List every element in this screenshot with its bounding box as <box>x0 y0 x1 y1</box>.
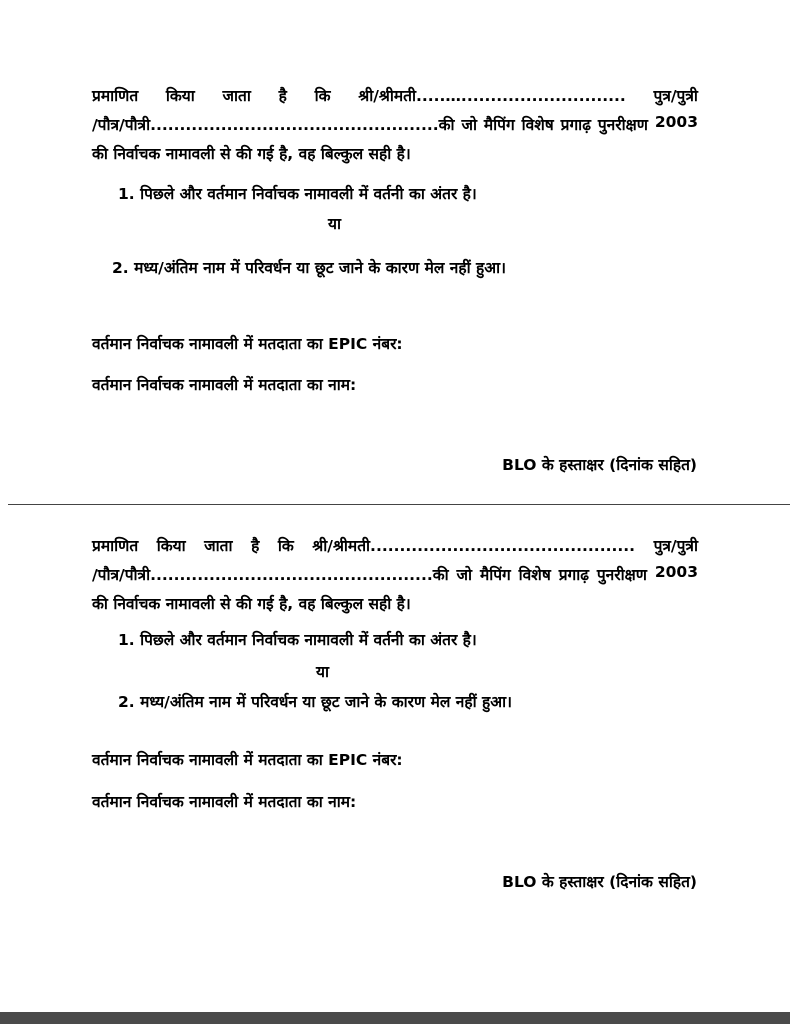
word: प्रगाढ़ <box>558 566 589 584</box>
certificate-line-2 <box>92 113 698 135</box>
word: कि <box>277 537 294 555</box>
option-item-2: 2. मध्य/अंतिम नाम में परिवर्धन या छूट जाने के कारण मेल नहीं हुआ। <box>112 259 506 277</box>
word: प्रमाणित <box>92 87 139 105</box>
word: विशेष <box>518 566 551 584</box>
name-blank: श्री/श्रीमती............................................. <box>312 537 636 555</box>
epic-number-label: वर्तमान निर्वाचक नामावली में मतदाता का EPIC नंबर: <box>92 751 403 769</box>
word: पुनरीक्षण <box>597 116 648 134</box>
or-separator: या <box>316 663 330 681</box>
word: जो <box>461 116 477 134</box>
blo-signature-label: BLO के हस्ताक्षर (दिनांक सहित) <box>502 456 697 474</box>
certificate-line-1 <box>92 84 698 106</box>
section-divider <box>8 504 790 505</box>
name-blank: श्री/श्रीमती.....…............................ <box>358 87 626 105</box>
word: है <box>278 87 287 105</box>
word: मैपिंग <box>483 116 515 134</box>
epic-number-label: वर्तमान निर्वाचक नामावली में मतदाता का EPIC नंबर: <box>92 335 403 353</box>
word: 2003 <box>654 563 698 581</box>
word: विशेष <box>521 116 554 134</box>
word: किया <box>156 537 186 555</box>
word: कि <box>314 87 331 105</box>
relation-blank: /पौत्र/पौत्री................................................की <box>92 566 449 584</box>
relation-blank: /पौत्र/पौत्री.................................................की <box>92 116 455 134</box>
word: जाता <box>222 87 251 105</box>
word: मैपिंग <box>479 566 511 584</box>
word: पुनरीक्षण <box>596 566 647 584</box>
voter-name-label: वर्तमान निर्वाचक नामावली में मतदाता का नाम: <box>92 793 357 811</box>
word: पुत्र/पुत्री <box>653 87 698 105</box>
bottom-bar <box>0 1012 790 1024</box>
word: प्रमाणित <box>92 537 139 555</box>
or-separator: या <box>328 215 342 233</box>
word: है <box>251 537 260 555</box>
voter-name-label: वर्तमान निर्वाचक नामावली में मतदाता का नाम: <box>92 376 357 394</box>
option-item-2: 2. मध्य/अंतिम नाम में परिवर्धन या छूट जाने के कारण मेल नहीं हुआ। <box>118 693 512 711</box>
certificate-line-1 <box>92 534 698 556</box>
word: किया <box>165 87 195 105</box>
word: पुत्र/पुत्री <box>653 537 698 555</box>
certificate-line-3: की निर्वाचक नामावली से की गई है, वह बिल्कुल सही है। <box>92 145 411 163</box>
word: जो <box>456 566 473 584</box>
option-item-1: 1. पिछले और वर्तमान निर्वाचक नामावली में वर्तनी का अंतर है। <box>118 185 477 203</box>
certificate-line-2 <box>92 563 698 585</box>
option-item-1: 1. पिछले और वर्तमान निर्वाचक नामावली में वर्तनी का अंतर है। <box>118 631 477 649</box>
certificate-line-3: की निर्वाचक नामावली से की गई है, वह बिल्कुल सही है। <box>92 595 411 613</box>
word: प्रगाढ़ <box>560 116 591 134</box>
word: जाता <box>204 537 233 555</box>
word: 2003 <box>654 113 698 131</box>
blo-signature-label: BLO के हस्ताक्षर (दिनांक सहित) <box>502 873 697 891</box>
